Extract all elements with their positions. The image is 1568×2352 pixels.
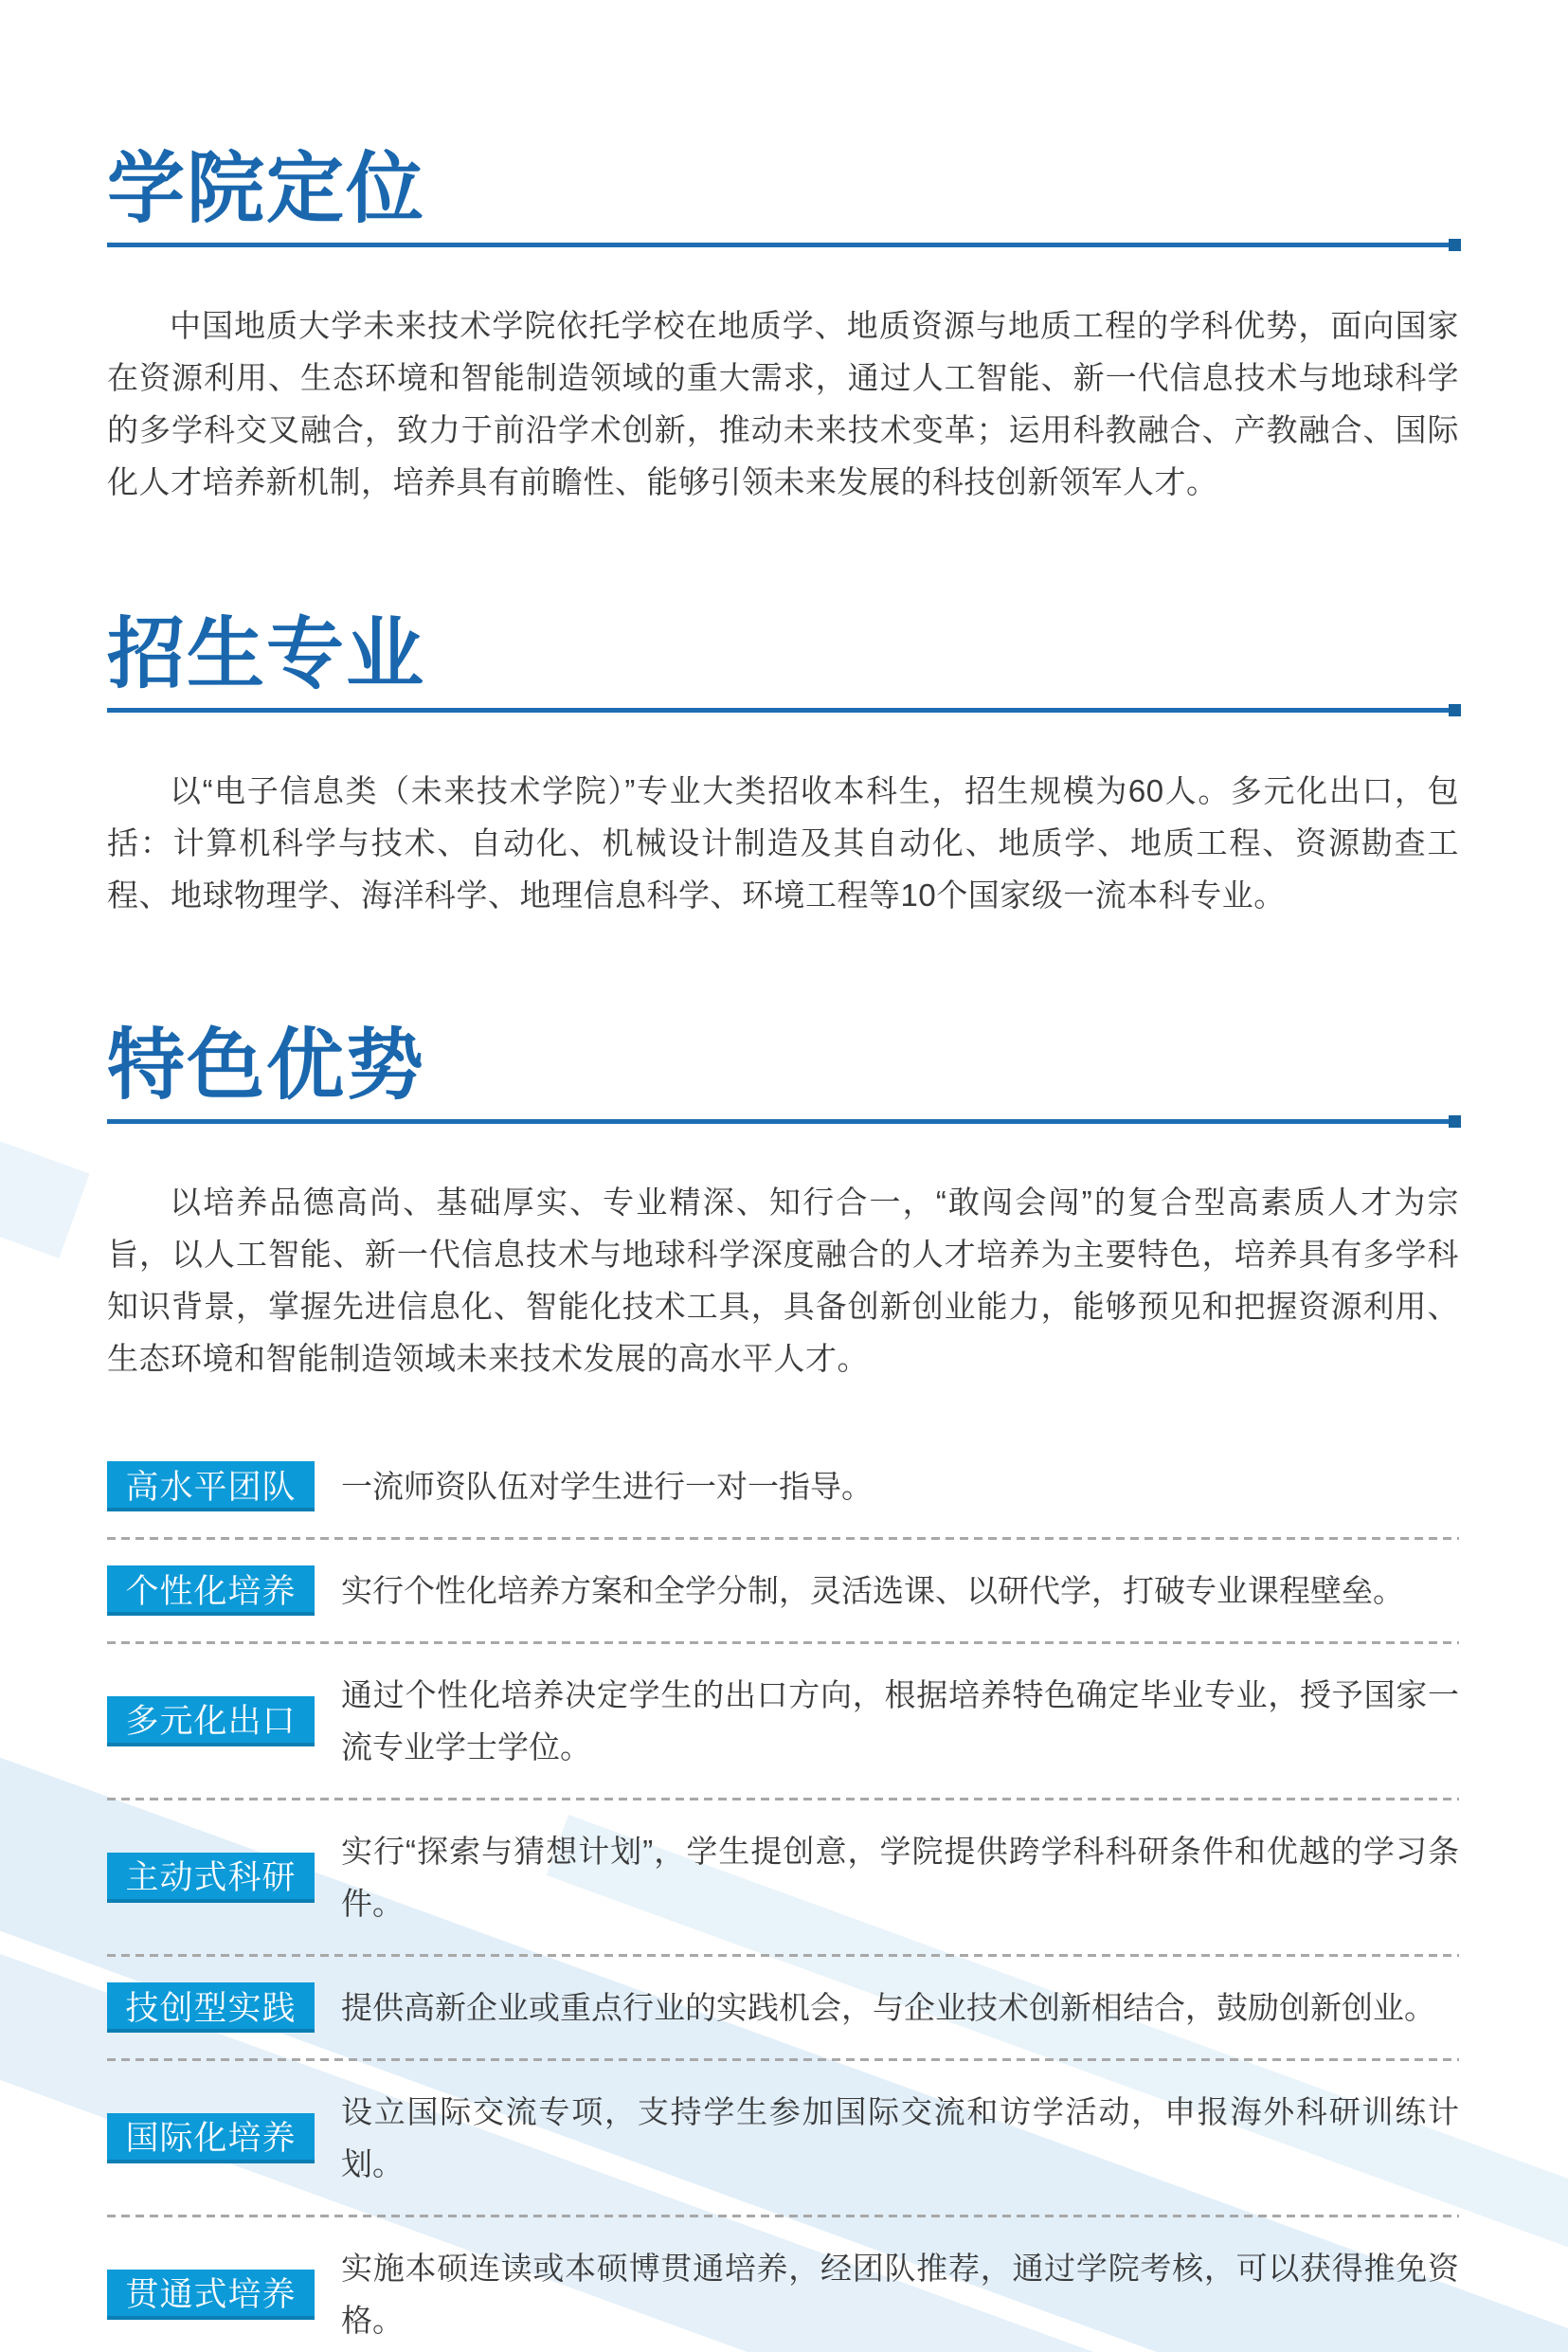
feature-row-international: [107, 2086, 1459, 2190]
rule-end-square: [1449, 1115, 1461, 1128]
feature-text-practice: 提供高新企业或重点行业的实践机会，与企业技术创新相结合，鼓励创新创业。: [341, 1990, 1435, 2025]
feature-row-research: [107, 1825, 1459, 1929]
section-advantages: [107, 1019, 1459, 2346]
feature-text-personalized: 实行个性化培养方案和全学分制，灵活选课、以研代学，打破专业课程壁垒。: [341, 1573, 1404, 1608]
row-separator: [107, 1641, 1459, 1644]
feature-badge-diversified: 多元化出口: [107, 1696, 315, 1746]
section-majors: [107, 607, 1459, 921]
feature-row-team: [107, 1460, 1459, 1512]
feature-text-team: 一流师资队伍对学生进行一对一指导。: [341, 1469, 873, 1504]
title-rule: [107, 708, 1459, 713]
feature-row-diversified: [107, 1669, 1459, 1773]
rule-end-square: [1449, 704, 1461, 716]
row-separator: [107, 1537, 1459, 1540]
section-positioning: [107, 142, 1459, 508]
feature-row-practice: [107, 1981, 1459, 2034]
feature-badge-research: 主动式科研: [107, 1853, 315, 1903]
title-rule: [107, 243, 1459, 247]
feature-badge-practice: 技创型实践: [107, 1982, 315, 2033]
feature-text-diversified: 通过个性化培养决定学生的出口方向，根据培养特色确定毕业专业，授予国家一流专业学士学位。: [341, 1677, 1459, 1764]
majors-paragraph: 以“电子信息类（未来技术学院）”专业大类招收本科生，招生规模为60人。多元化出口，包括：计算机科学与技术、自动化、机械设计制造及其自动化、地质学、地质工程、资源勘查工程、地球物理学、海洋科学、地理信息科学、环境工程等10个国家级一流本科专业。: [107, 773, 1459, 913]
feature-badge-integrated: 贯通式培养: [107, 2270, 315, 2320]
section-title-majors: 招生专业: [107, 611, 426, 697]
row-separator: [107, 2058, 1459, 2061]
row-separator: [107, 1954, 1459, 1957]
page-content: [0, 142, 1568, 2346]
feature-text-international: 设立国际交流专项，支持学生参加国际交流和访学活动，申报海外科研训练计划。: [341, 2094, 1459, 2181]
section-title-advantages: 特色优势: [107, 1022, 426, 1109]
row-separator: [107, 2215, 1459, 2217]
feature-row-personalized: [107, 1565, 1459, 1617]
rule-end-square: [1449, 239, 1461, 251]
feature-row-integrated: [107, 2242, 1459, 2346]
section-title-positioning: 学院定位: [107, 146, 426, 232]
advantages-paragraph: 以培养品德高尚、基础厚实、专业精深、知行合一，“敢闯会闯”的复合型高素质人才为宗旨，以人工智能、新一代信息技术与地球科学深度融合的人才培养为主要特色，培养具有多学科知识背景，掌握先进信息化、智能化技术工具，具备创新创业能力，能够预见和把握资源利用、生态环境和智能制造领域未来技术发展的高水平人才。: [107, 1185, 1459, 1376]
feature-text-research: 实行“探索与猜想计划”，学生提创意，学院提供跨学科科研条件和优越的学习条件。: [341, 1834, 1459, 1921]
feature-badge-international: 国际化培养: [107, 2113, 315, 2163]
feature-badge-personalized: 个性化培养: [107, 1565, 315, 1616]
feature-text-integrated: 实施本硕连读或本硕博贯通培养，经团队推荐，通过学院考核，可以获得推免资格。: [341, 2251, 1459, 2338]
feature-list: [107, 1460, 1459, 2346]
title-rule: [107, 1119, 1459, 1124]
row-separator: [107, 1798, 1459, 1800]
positioning-paragraph: 中国地质大学未来技术学院依托学校在地质学、地质资源与地质工程的学科优势，面向国家在资源利用、生态环境和智能制造领域的重大需求，通过人工智能、新一代信息技术与地球科学的多学科交叉融合，致力于前沿学术创新，推动未来技术变革；运用科教融合、产教融合、国际化人才培养新机制，培养具有前瞻性、能够引领未来发展的科技创新领军人才。: [107, 308, 1459, 499]
feature-badge-team: 高水平团队: [107, 1461, 315, 1511]
